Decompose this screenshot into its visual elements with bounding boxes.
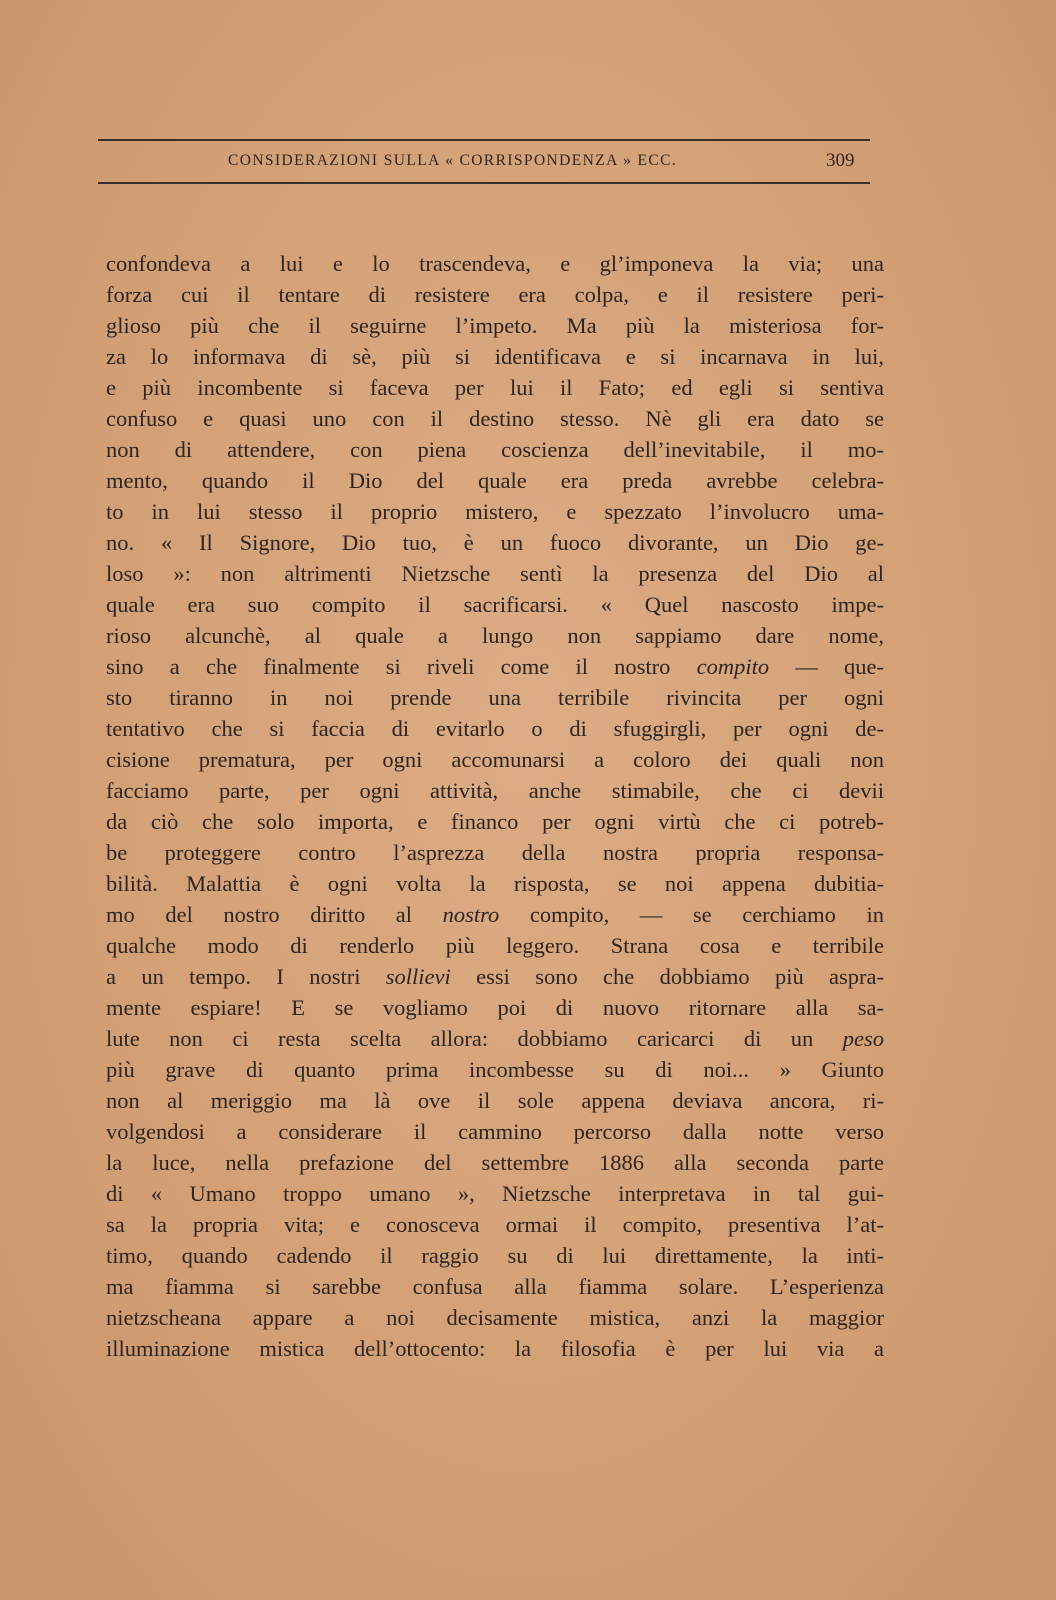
text-line bbox=[106, 465, 884, 496]
italic-text-run: compito bbox=[696, 654, 770, 679]
text-line bbox=[106, 1147, 884, 1178]
running-head: CONSIDERAZIONI SULLA « CORRISPONDENZA » ECC. bbox=[228, 152, 678, 169]
text-line bbox=[106, 930, 884, 961]
text-line bbox=[106, 775, 884, 806]
text-line bbox=[106, 279, 884, 310]
text-line bbox=[106, 992, 884, 1023]
text-run: to in lui stesso il proprio mistero, e spezzato l’involucro uma- bbox=[106, 499, 884, 524]
text-run: volgendosi a considerare il cammino percorso dalla notte verso bbox=[106, 1119, 884, 1144]
text-run: sino a che finalmente si riveli come il nostro bbox=[106, 654, 697, 679]
text-run: confuso e quasi uno con il destino stesso. Nè gli era dato se bbox=[106, 406, 884, 431]
text-line bbox=[106, 713, 884, 744]
text-run: a un tempo. I nostri bbox=[106, 964, 386, 989]
text-run: sa la propria vita; e conosceva ormai il compito, presentiva l’at- bbox=[106, 1212, 884, 1237]
text-run: più grave di quanto prima incombesse su di noi... » Giunto bbox=[106, 1057, 884, 1082]
text-line bbox=[106, 682, 884, 713]
text-line bbox=[106, 1240, 884, 1271]
text-line bbox=[106, 341, 884, 372]
text-run: di « Umano troppo umano », Nietzsche interpretava in tal gui- bbox=[106, 1181, 884, 1206]
text-line bbox=[106, 837, 884, 868]
text-run: e più incombente si faceva per lui il Fato; ed egli si sentiva bbox=[106, 375, 884, 400]
text-run: glioso più che il seguirne l’impeto. Ma più la misteriosa for- bbox=[106, 313, 884, 338]
text-line bbox=[106, 558, 884, 589]
italic-text-run: nostro bbox=[442, 902, 500, 927]
text-run: qualche modo di renderlo più leggero. Strana cosa e terribile bbox=[106, 933, 884, 958]
text-line bbox=[106, 310, 884, 341]
text-line bbox=[106, 1116, 884, 1147]
text-run: confondeva a lui e lo trascendeva, e gl’imponeva la via; una bbox=[106, 251, 884, 276]
text-line bbox=[106, 620, 884, 651]
text-line bbox=[106, 1271, 884, 1302]
text-line bbox=[106, 744, 884, 775]
text-line bbox=[106, 496, 884, 527]
text-line bbox=[106, 527, 884, 558]
text-line bbox=[106, 589, 884, 620]
text-line bbox=[106, 1178, 884, 1209]
text-line bbox=[106, 899, 884, 930]
text-line bbox=[106, 961, 884, 992]
header-rule-top bbox=[98, 139, 870, 141]
text-run: za lo informava di sè, più si identificava e si incarnava in lui, bbox=[106, 344, 884, 369]
text-line bbox=[106, 1209, 884, 1240]
text-line bbox=[106, 868, 884, 899]
text-line bbox=[106, 806, 884, 837]
text-run: compito, — se cerchiamo in bbox=[499, 902, 884, 927]
text-run: facciamo parte, per ogni attività, anche stimabile, che ci devii bbox=[106, 778, 884, 803]
text-run: cisione prematura, per ogni accomunarsi a coloro dei quali non bbox=[106, 747, 884, 772]
text-run: da ciò che solo importa, e financo per ogni virtù che ci potreb- bbox=[106, 809, 884, 834]
text-run: forza cui il tentare di resistere era colpa, e il resistere peri- bbox=[106, 282, 884, 307]
text-run: no. « Il Signore, Dio tuo, è un fuoco divorante, un Dio ge- bbox=[106, 530, 884, 555]
text-line bbox=[106, 651, 884, 682]
text-run: timo, quando cadendo il raggio su di lui direttamente, la inti- bbox=[106, 1243, 884, 1268]
text-run: be proteggere contro l’asprezza della nostra propria responsa- bbox=[106, 840, 884, 865]
text-line bbox=[106, 1333, 884, 1364]
text-line bbox=[106, 372, 884, 403]
header-rule-bottom bbox=[98, 182, 870, 184]
body-text bbox=[106, 248, 884, 1364]
text-line bbox=[106, 248, 884, 279]
text-run: nietzscheana appare a noi decisamente mistica, anzi la maggior bbox=[106, 1305, 884, 1330]
text-run: loso »: non altrimenti Nietzsche sentì la presenza del Dio al bbox=[106, 561, 884, 586]
text-run: mento, quando il Dio del quale era preda avrebbe celebra- bbox=[106, 468, 884, 493]
text-run: illuminazione mistica dell’ottocento: la filosofia è per lui via a bbox=[106, 1336, 884, 1361]
text-line bbox=[106, 434, 884, 465]
text-run: sto tiranno in noi prende una terribile rivincita per ogni bbox=[106, 685, 884, 710]
text-line bbox=[106, 1085, 884, 1116]
page-number: 309 bbox=[826, 150, 855, 171]
text-run: quale era suo compito il sacrificarsi. « Quel nascosto impe- bbox=[106, 592, 884, 617]
text-run: lute non ci resta scelta allora: dobbiamo caricarci di un bbox=[106, 1026, 843, 1051]
text-run: mente espiare! E se vogliamo poi di nuovo ritornare alla sa- bbox=[106, 995, 884, 1020]
text-run: la luce, nella prefazione del settembre 1886 alla seconda parte bbox=[106, 1150, 884, 1175]
text-run: ma fiamma si sarebbe confusa alla fiamma solare. L’esperienza bbox=[106, 1274, 884, 1299]
text-run: non di attendere, con piena coscienza dell’inevitabile, il mo- bbox=[106, 437, 884, 462]
text-line bbox=[106, 1302, 884, 1333]
text-line bbox=[106, 1023, 884, 1054]
italic-text-run: peso bbox=[842, 1026, 884, 1051]
text-run: — que- bbox=[769, 654, 884, 679]
italic-text-run: sollievi bbox=[385, 964, 451, 989]
text-run: essi sono che dobbiamo più aspra- bbox=[450, 964, 884, 989]
text-line bbox=[106, 1054, 884, 1085]
text-run: rioso alcunchè, al quale a lungo non sappiamo dare nome, bbox=[106, 623, 884, 648]
text-line bbox=[106, 403, 884, 434]
text-run: bilità. Malattia è ogni volta la risposta, se noi appena dubitia- bbox=[106, 871, 884, 896]
text-run: non al meriggio ma là ove il sole appena deviava ancora, ri- bbox=[106, 1088, 884, 1113]
text-run: mo del nostro diritto al bbox=[106, 902, 443, 927]
text-run: tentativo che si faccia di evitarlo o di sfuggirgli, per ogni de- bbox=[106, 716, 884, 741]
